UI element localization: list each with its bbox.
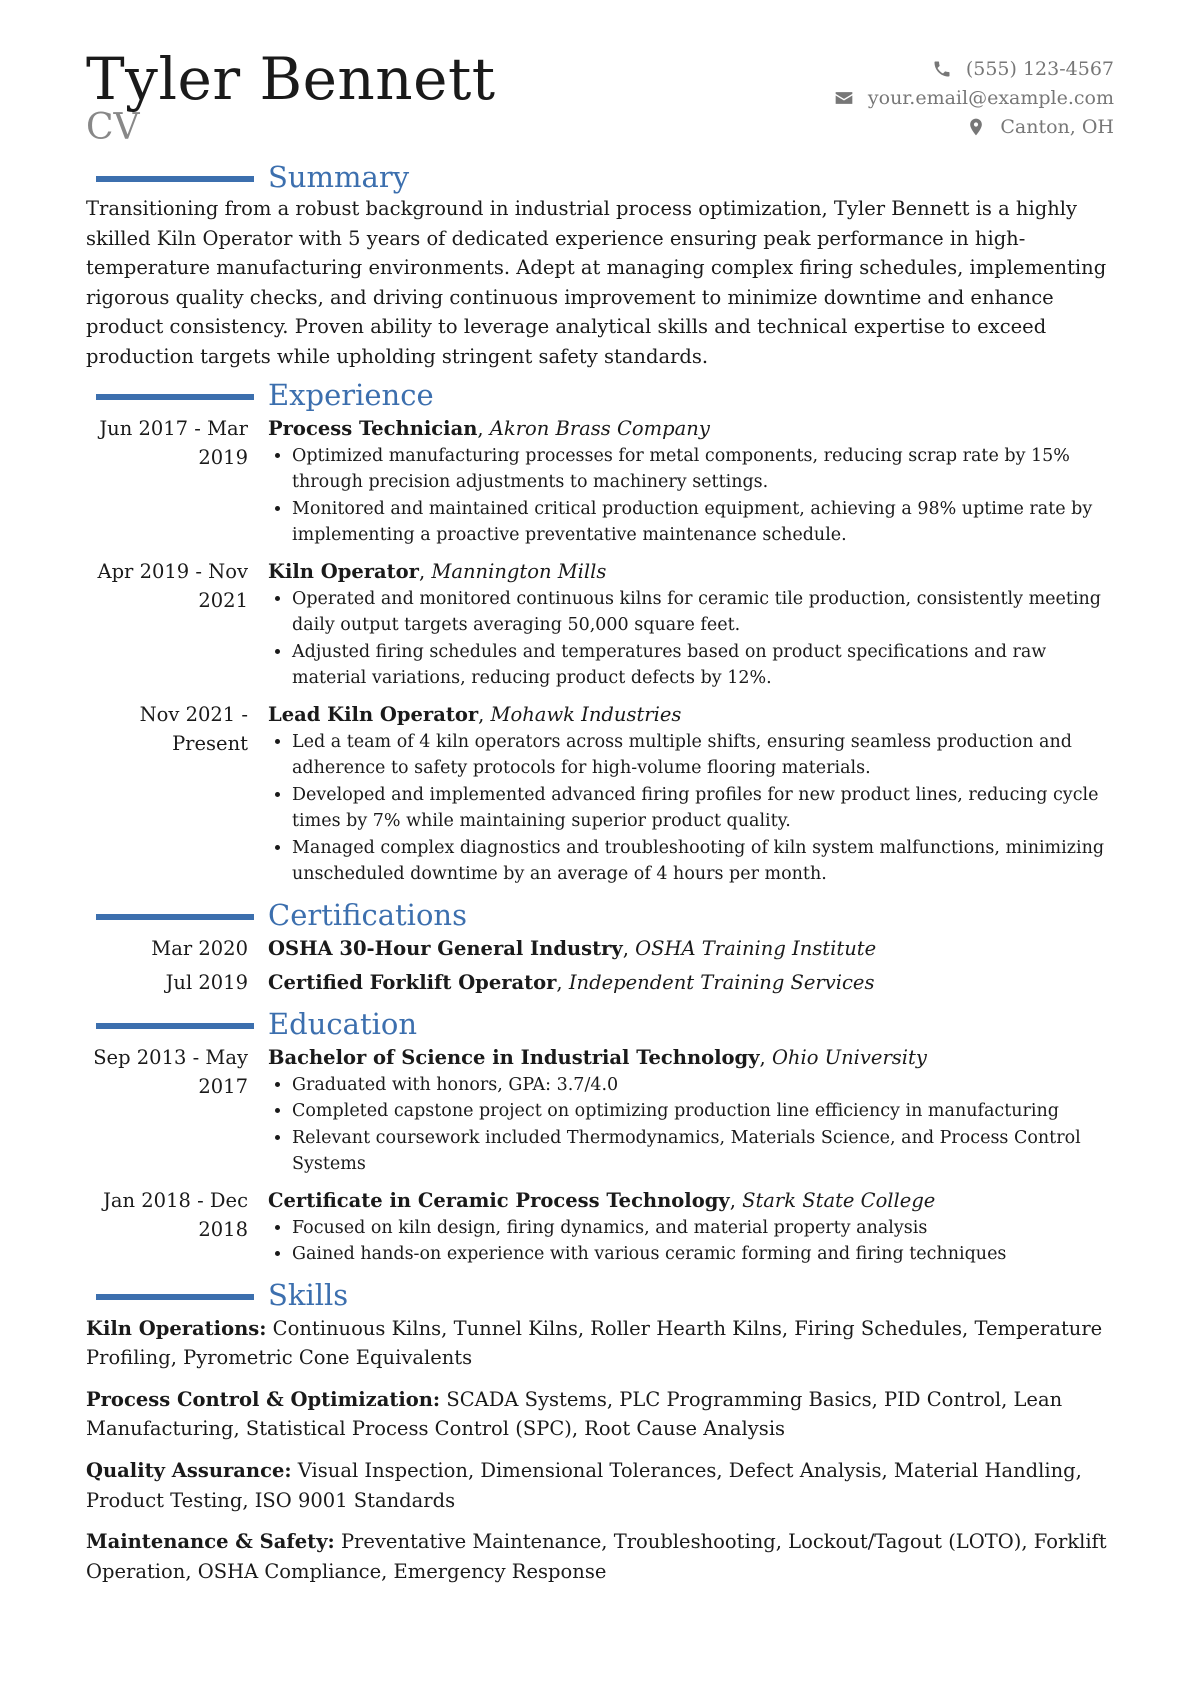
contact-location — [834, 112, 1114, 141]
contact-email — [834, 83, 1114, 112]
bullet-list — [268, 586, 1114, 692]
entry-date: Sep 2013 - May 2017 — [93, 1045, 248, 1098]
summary-text: Transitioning from a robust background in industrial process optimization, Tyler Bennett is a highly skilled Kiln Operator with 5 years of dedicated experience ensuring peak performance in high-temperature manufacturing environments. Adept at managing complex firing schedules, implementing rigorous quality checks, and driving continuous improvement to minimize downtime and enhance product consistency. Proven ability to leverage analytical skills and technical expertise to exceed production targets while upholding stringent safety standards. — [86, 197, 1107, 368]
education-heading — [86, 1005, 1114, 1043]
email-link[interactable]: your.email@example.com — [867, 86, 1114, 109]
bullet-list — [268, 729, 1114, 888]
skill-list: Visual Inspection, Dimensional Tolerances, Defect Analysis, Material Handling, Product Testing, ISO 9001 Standards — [86, 1458, 1082, 1512]
envelope-icon — [834, 88, 854, 108]
skill-group — [86, 1456, 1114, 1515]
entry-date: Nov 2021 - Present — [139, 702, 248, 755]
list-item: • Gained hands-on experience with various ceramic forming and firing techniques — [292, 1241, 1114, 1268]
section-accent-bar — [96, 914, 254, 920]
bullet-list — [268, 443, 1114, 549]
entry-date: Mar 2020 — [151, 936, 248, 960]
resume-header — [86, 45, 1114, 158]
skill-list: Preventative Maintenance, Troubleshooting, Lockout/Tagout (LOTO), Forklift Operation, OSHA Compliance, Emergency Response — [86, 1530, 1107, 1583]
experience-entry — [86, 700, 1114, 888]
list-item: • Focused on kiln design, firing dynamics, and material property analysis — [292, 1215, 1114, 1242]
degree: Bachelor of Science in Industrial Technology — [268, 1045, 760, 1069]
resume-page — [86, 45, 1114, 1598]
list-item: • Monitored and maintained critical production equipment, achieving a 98% uptime rate by implementing a proactive preventative maintenance schedule. — [292, 496, 1114, 549]
certification-name: OSHA 30-Hour General Industry — [268, 936, 623, 960]
contact-phone — [834, 54, 1114, 83]
bullet-list — [268, 1215, 1114, 1268]
issuer: OSHA Training Institute — [635, 936, 877, 960]
entry-title: Bachelor of Science in Industrial Technology, Ohio University — [268, 1045, 927, 1069]
section-accent-bar — [96, 176, 254, 182]
institution: Stark State College — [742, 1188, 936, 1212]
degree: Certificate in Ceramic Process Technology — [268, 1188, 730, 1212]
section-title: Skills — [268, 1277, 349, 1312]
skill-group — [86, 1385, 1114, 1444]
entry-date: Apr 2019 - Nov 2021 — [97, 559, 248, 612]
list-item: • Completed capstone project on optimizing production line efficiency in manufacturing — [292, 1098, 1114, 1125]
entry-title: Process Technician, Akron Brass Company — [268, 416, 710, 440]
phone-icon — [932, 59, 952, 79]
experience-heading — [86, 376, 1114, 414]
skills-heading — [86, 1276, 1114, 1314]
skill-group — [86, 1527, 1114, 1586]
employer: Mannington Mills — [431, 559, 607, 583]
document-subtitle: CV — [86, 107, 140, 148]
skill-list: Continuous Kilns, Tunnel Kilns, Roller Hearth Kilns, Firing Schedules, Temperature Profiling, Pyrometric Cone Equivalents — [86, 1316, 1103, 1370]
section-title: Summary — [268, 160, 410, 194]
section-accent-bar — [96, 394, 254, 400]
entry-date: Jun 2017 - Mar 2019 — [99, 416, 248, 469]
list-item: • Managed complex diagnostics and troubleshooting of kiln system malfunctions, minimizing unscheduled downtime by an average of 4 hours per month. — [292, 835, 1114, 888]
employer: Akron Brass Company — [489, 416, 710, 440]
experience-entry — [86, 557, 1114, 692]
skill-group — [86, 1314, 1114, 1373]
entry-title: Lead Kiln Operator, Mohawk Industries — [268, 702, 682, 726]
contact-block — [834, 54, 1114, 141]
entry-date: Jan 2018 - Dec 2018 — [103, 1188, 248, 1241]
map-pin-icon — [966, 117, 986, 137]
certification-entry — [86, 968, 1114, 997]
institution: Ohio University — [771, 1045, 927, 1069]
location-text: Canton, OH — [1000, 115, 1114, 138]
skill-label: Kiln Operations: — [86, 1316, 267, 1340]
phone-text: (555) 123-4567 — [965, 57, 1114, 80]
section-accent-bar — [96, 1294, 254, 1300]
list-item: • Graduated with honors, GPA: 3.7/4.0 — [292, 1072, 1114, 1099]
experience-entry — [86, 414, 1114, 549]
education-entry — [86, 1043, 1114, 1178]
certification-name: Certified Forklift Operator — [268, 970, 557, 994]
job-role: Kiln Operator — [268, 559, 419, 583]
section-accent-bar — [96, 1023, 254, 1029]
entry-title: OSHA 30-Hour General Industry, OSHA Training Institute — [268, 936, 877, 960]
list-item: • Optimized manufacturing processes for metal components, reducing scrap rate by 15% through precision adjustments to machinery settings. — [292, 443, 1114, 496]
entry-date: Jul 2019 — [165, 970, 248, 994]
job-role: Lead Kiln Operator — [268, 702, 479, 726]
list-item: • Adjusted firing schedules and temperatures based on product specifications and raw material variations, reducing product defects by 12%. — [292, 639, 1114, 692]
entry-title: Certificate in Ceramic Process Technology, Stark State College — [268, 1188, 936, 1212]
certifications-heading — [86, 896, 1114, 934]
summary-heading — [86, 158, 1114, 196]
list-item: • Relevant coursework included Thermodynamics, Materials Science, and Process Control Systems — [292, 1125, 1114, 1178]
job-role: Process Technician — [268, 416, 478, 440]
employer: Mohawk Industries — [490, 702, 682, 726]
bullet-list — [268, 1072, 1114, 1178]
list-item: • Developed and implemented advanced firing profiles for new product lines, reducing cycle times by 7% while maintaining superior product quality. — [292, 782, 1114, 835]
issuer: Independent Training Services — [568, 970, 875, 994]
list-item: • Operated and monitored continuous kilns for ceramic tile production, consistently meeting daily output targets averaging 50,000 square feet. — [292, 586, 1114, 639]
skill-label: Quality Assurance: — [86, 1458, 292, 1482]
section-title: Education — [268, 1006, 418, 1041]
certification-entry — [86, 934, 1114, 963]
list-item: • Led a team of 4 kiln operators across multiple shifts, ensuring seamless production and adherence to safety protocols for high-volume flooring materials. — [292, 729, 1114, 782]
section-title: Experience — [268, 377, 434, 412]
candidate-name: Tyler Bennett — [86, 45, 496, 113]
skill-list: SCADA Systems, PLC Programming Basics, PID Control, Lean Manufacturing, Statistical Process Control (SPC), Root Cause Analysis — [86, 1387, 1063, 1441]
entry-title: Certified Forklift Operator, Independent Training Services — [268, 970, 875, 994]
skill-label: Process Control & Optimization: — [86, 1387, 441, 1411]
education-entry — [86, 1186, 1114, 1268]
section-title: Certifications — [268, 897, 467, 932]
entry-title: Kiln Operator, Mannington Mills — [268, 559, 607, 583]
skill-label: Maintenance & Safety: — [86, 1530, 335, 1554]
